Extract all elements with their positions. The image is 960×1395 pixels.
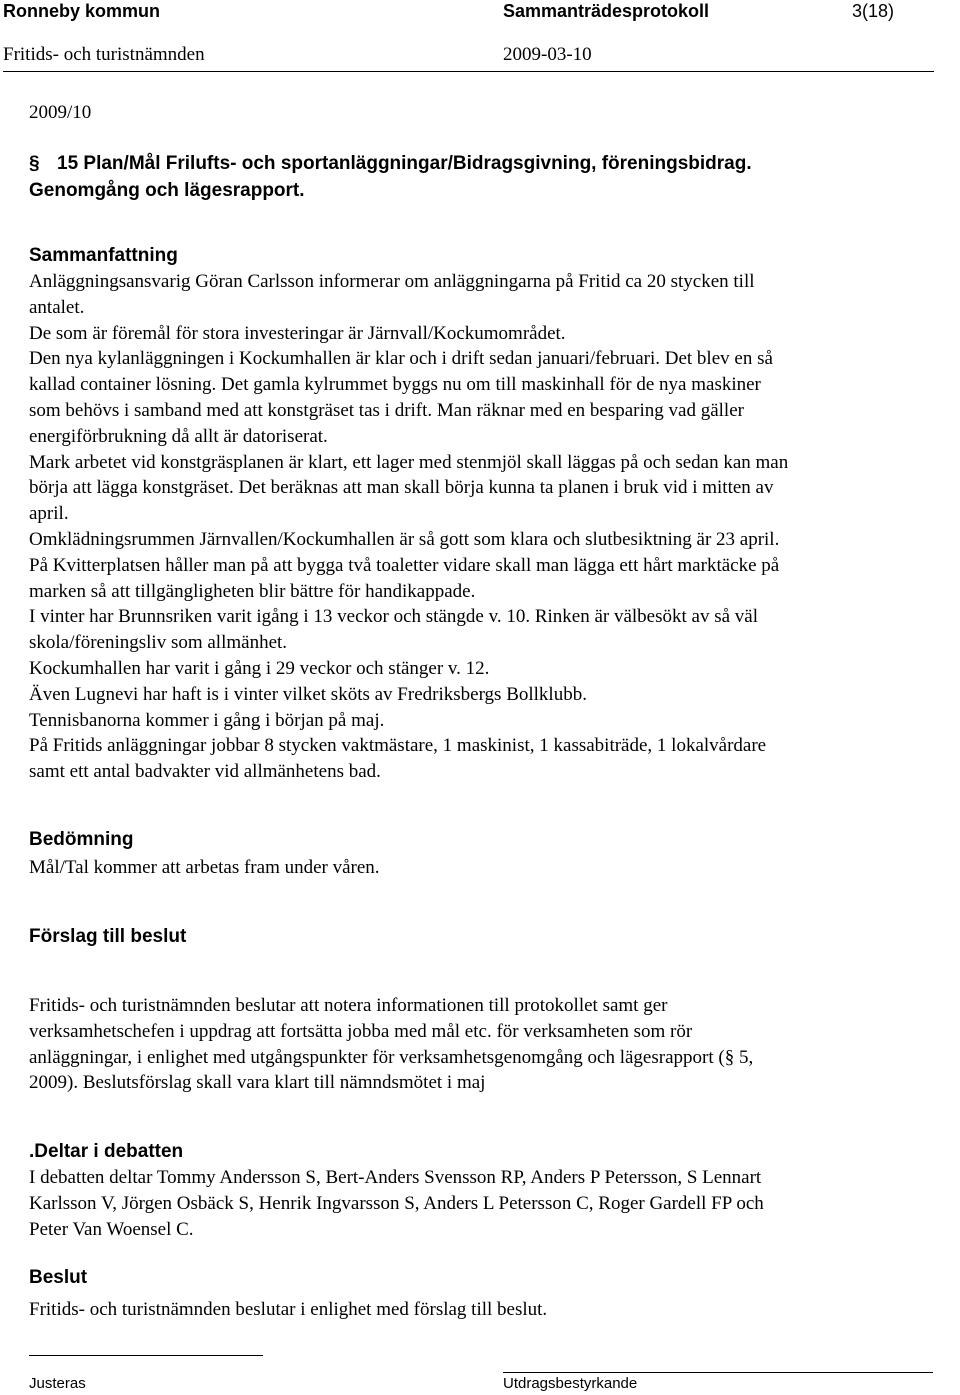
signature-line [29,1355,263,1356]
summary-line: antalet. [29,296,85,318]
summary-line: Kockumhallen har varit i gång i 29 veckor och stänger v. 12. [29,657,490,679]
summary-line: som behövs i samband med att konstgräset tas i drift. Man räknar med en besparing vad gäller [29,399,744,421]
summary-line: De som är föremål för stora investeringar är Järnvall/Kockumområdet. [29,322,566,344]
footer-adjusted-label: Justeras [29,1375,86,1392]
section-sign: § [29,153,40,174]
item-title-line2: Genomgång och lägesrapport. [29,180,305,201]
footer-rule [503,1372,933,1373]
summary-line: Tennisbanorna kommer i gång i början på maj. [29,709,385,731]
municipality-name: Ronneby kommun [3,1,161,21]
footer-certification-label: Utdragsbestyrkande [503,1375,638,1392]
summary-line: Den nya kylanläggningen i Kockumhallen är klar och i drift sedan januari/februari. Det blev en så [29,348,773,370]
debate-line: Peter Van Woensel C. [29,1218,194,1240]
debate-line: I debatten deltar Tommy Andersson S, Bert-Anders Svensson RP, Anders P Petersson, S Lennart [29,1167,762,1188]
summary-line: energiförbrukning då allt är datoriserat. [29,425,328,447]
proposal-heading: Förslag till beslut [29,926,187,947]
item-title-line1: 15 Plan/Mål Frilufts- och sportanläggningar/Bidragsgivning, föreningsbidrag. [57,153,752,174]
proposal-line: anläggningar, i enlighet med utgångspunkter för verksamhetsgenomgång och lägesrapport (§ 5, [29,1046,754,1068]
summary-line: Även Lugnevi har haft is i vinter vilket sköts av Fredriksbergs Bollklubb. [29,683,587,705]
item-title [29,150,929,204]
debate-text [29,1165,939,1242]
summary-line: Mark arbetet vid konstgräsplanen är klart, ett lager med stenmjöl skall läggas på och sedan kan man [29,451,789,473]
summary-line: samt ett antal badvakter vid allmänhetens bad. [29,761,381,783]
summary-line: På Kvitterplatsen håller man på att bygga två toaletter vidare skall man lägga ett hårt marktäcke på [29,554,780,576]
summary-line: Anläggningsansvarig Göran Carlsson informerar om anläggningarna på Fritid ca 20 stycken till [29,271,755,292]
proposal-line: Fritids- och turistnämnden beslutar att notera informationen till protokollet samt ger [29,995,668,1016]
summary-line: På Fritids anläggningar jobbar 8 stycken vaktmästare, 1 maskinist, 1 kassabiträde, 1 lokalvårdare [29,735,767,757]
debate-line: Karlsson V, Jörgen Osbäck S, Henrik Ingvarsson S, Anders L Petersson C, Roger Gardell FP och [29,1192,764,1214]
assessment-text: Mål/Tal kommer att arbetas fram under våren. [29,857,380,878]
summary-text [29,269,939,785]
board-name: Fritids- och turistnämnden [3,44,205,65]
meeting-date: 2009-03-10 [503,44,592,65]
summary-line: I vinter har Brunnsriken varit igång i 13 veckor och stängde v. 10. Rinken är välbesökt av så väl [29,606,759,628]
header-rule [3,71,934,72]
proposal-line: 2009). Beslutsförslag skall vara klart till nämndsmötet i maj [29,1072,486,1094]
summary-line: kallad container lösning. Det gamla kylrummet byggs nu om till maskinhall för de nya maskiner [29,374,761,396]
decision-text: Fritids- och turistnämnden beslutar i enlighet med förslag till beslut. [29,1299,548,1320]
summary-line: Omklädningsrummen Järnvallen/Kockumhallen är så gott som klara och slutbesiktning är 23 april. [29,528,780,550]
page-number: 3(18) [852,1,895,21]
summary-line: april. [29,503,69,525]
assessment-heading: Bedömning [29,829,134,850]
document-type: Sammanträdesprotokoll [503,1,710,21]
summary-line: skola/föreningsliv som allmänhet. [29,632,288,654]
summary-line: börja att lägga konstgräset. Det beräknas att man skall börja kunna ta planen i bruk vid i mitten av [29,477,774,499]
debate-heading: .Deltar i debatten [29,1141,184,1162]
decision-heading: Beslut [29,1267,88,1288]
summary-line: marken så att tillgängligheten blir bättre för handikappade. [29,580,476,602]
case-reference: 2009/10 [29,102,92,123]
summary-heading: Sammanfattning [29,245,178,266]
proposal-text [29,993,939,1096]
proposal-line: verksamhetschefen i uppdrag att fortsätta jobba med mål etc. för verksamheten som rör [29,1020,693,1042]
